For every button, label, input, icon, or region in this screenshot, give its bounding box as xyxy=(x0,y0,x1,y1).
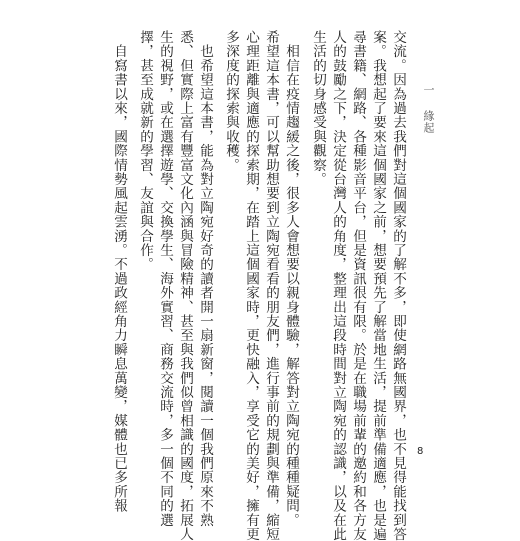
text-column: 案。我想起了要來這個國家之前，想要預先了解當地生活，提前準備適應，也是遍 xyxy=(370,30,386,541)
header-title: 緣起 xyxy=(422,110,435,134)
text-column: 也希望這本書，能為對立陶宛好奇的讀者開一扇新窗，閱讀一個我們原來不熟 xyxy=(197,30,213,527)
running-header xyxy=(422,84,436,134)
text-column: 悉、但實際上富有豐富文化內涵與冒險精神、甚至與我們似曾相識的國度，拓展人 xyxy=(177,30,193,541)
text-column: 多深度的探索與收穫。 xyxy=(223,30,239,172)
text-column: 交流。因為過去我們對這個國家的了解不多，即使網路無國界，也不見得能找到答 xyxy=(390,30,406,541)
text-column: 人的鼓勵之下，決定從台灣人的角度，整理出這段時間對立陶宛的認識，以及在此 xyxy=(330,30,346,541)
header-mark: 一 xyxy=(422,84,435,96)
text-column: 生的視野，或在選擇遊學、交換學生、海外實習、商務交流時，多一個不同的選 xyxy=(157,30,173,527)
page-number: 8 xyxy=(417,446,424,457)
text-column: 心理距離與適應的探索期，在踏上這個國家時，更快融入，享受它的美好，擁有更 xyxy=(243,30,259,541)
text-column: 相信在疫情趨緩之後，很多人會想要以親身體驗，解答對立陶宛的種種疑問。 xyxy=(283,30,299,527)
text-column: 自寫書以來，國際情勢風起雲湧。不過政經角力瞬息萬變，媒體也已多所報 xyxy=(111,30,127,513)
text-column: 生活的切身感受與觀察。 xyxy=(310,30,326,187)
text-column: 擇，甚至成就新的學習、友誼與合作。 xyxy=(137,30,153,272)
text-column: 尋書籍、網路、各種影音平台，但是資訊很有限。於是在職場前輩的邀約和各方友 xyxy=(350,30,366,541)
text-column: 希望這本書，可以幫助想要到立陶宛看看的朋友們，進行事前的規劃與準備，縮短 xyxy=(263,30,279,541)
